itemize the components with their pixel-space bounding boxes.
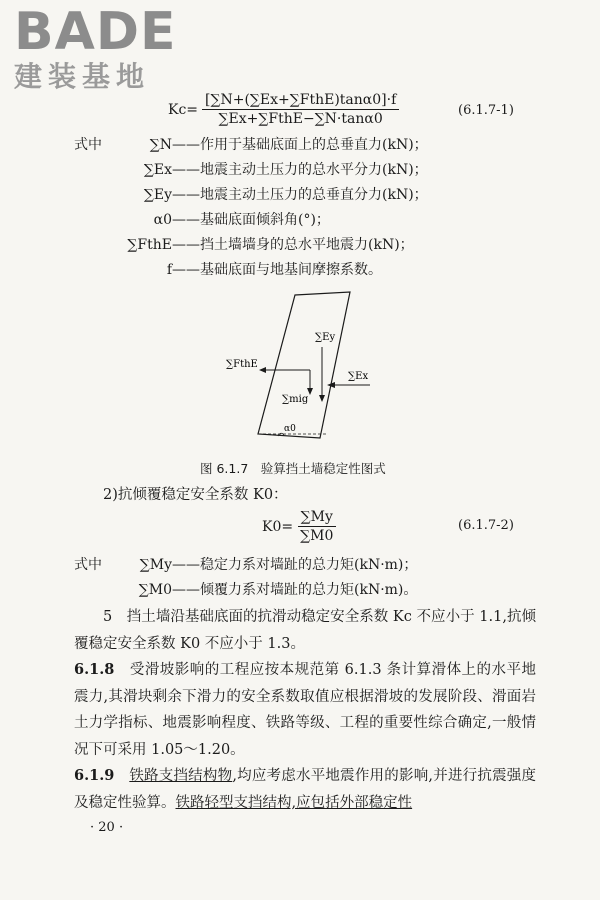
definition-row xyxy=(74,133,428,158)
body-paragraphs xyxy=(74,604,536,816)
label-ex: ∑Ex xyxy=(348,371,369,382)
definitions-k0 xyxy=(74,553,417,603)
formula-k0-lhs: K0= xyxy=(262,518,294,535)
formula-k0 xyxy=(262,509,336,544)
formula-kc-lhs: Kc= xyxy=(168,101,199,118)
definition-row xyxy=(74,233,428,258)
definition-symbol: ∑My xyxy=(139,557,172,573)
definition-lead: 式中 xyxy=(74,137,102,153)
definition-symbol: ∑N xyxy=(149,137,172,153)
label-mig: ∑mig xyxy=(282,394,309,405)
logo-subtitle: 建装基地 xyxy=(14,60,151,93)
definition-row xyxy=(74,183,428,208)
page-number: · 20 · xyxy=(90,820,124,835)
definition-symbol: ∑M0 xyxy=(138,582,172,598)
definition-row xyxy=(74,578,417,603)
paragraph-6-1-9 xyxy=(74,763,536,816)
fthe-arrowhead xyxy=(259,367,266,373)
definition-text: ——稳定力系对墙趾的总力矩(kN·m)； xyxy=(172,557,418,573)
formula-k0-numerator: ∑My xyxy=(298,509,336,527)
clause-number: 6.1.9 xyxy=(74,767,115,784)
logo-text: BADE xyxy=(14,2,177,62)
definition-lead: 式中 xyxy=(74,557,102,573)
definition-text: ——基础底面倾斜角(°)； xyxy=(172,212,330,228)
definitions-kc xyxy=(74,133,428,283)
label-alpha: α0 xyxy=(284,424,296,434)
wall-outline xyxy=(258,292,350,438)
definition-symbol: ∑Ex xyxy=(143,162,172,178)
definition-symbol: α0 xyxy=(153,212,172,228)
label-ey: ∑Ey xyxy=(315,332,336,343)
definition-row xyxy=(74,158,428,183)
definition-text: ——地震主动土压力的总垂直分力(kN)； xyxy=(172,187,428,203)
formula-kc-number: (6.1.7-1) xyxy=(458,103,514,118)
label-fthe: ∑FthE xyxy=(226,359,258,370)
definition-symbol: ∑Ey xyxy=(143,187,172,203)
definition-text: ——倾覆力系对墙趾的总力矩(kN·m)。 xyxy=(172,582,418,598)
definition-symbol: f xyxy=(166,262,172,278)
formula-kc-fraction xyxy=(202,92,399,127)
paragraph-item-5: 5 挡土墙沿基础底面的抗滑动稳定安全系数 Kc 不应小于 1.1,抗倾覆稳定安全系数 K0 不应小于 1.3。 xyxy=(74,609,536,652)
definition-row xyxy=(74,553,417,578)
ey-arrowhead xyxy=(319,395,325,402)
formula-k0-denominator: ∑M0 xyxy=(300,528,334,544)
definition-row xyxy=(74,258,428,283)
formula-kc-denominator: ∑Ex+∑FthE−∑N·tanα0 xyxy=(218,111,383,127)
figure-caption: 图 6.1.7 验算挡土墙稳定性图式 xyxy=(200,461,386,476)
paragraph-6-1-8 xyxy=(74,657,536,763)
definition-text: ——作用于基础底面上的总垂直力(kN)； xyxy=(172,137,428,153)
formula-kc-numerator: [∑N+(∑Ex+∑FthE)tanα0]·f xyxy=(202,92,399,110)
clause-text-underlined: 铁路轻型支挡结构,应包括外部稳定性 xyxy=(175,794,413,811)
definition-row xyxy=(74,208,428,233)
clause-text: 受滑坡影响的工程应按本规范第 6.1.3 条计算滑体上的水平地震力,其滑块剩余下滑力的安全系数取值应根据滑坡的发展阶段、滑面岩土力学指标、地震影响程度、铁路等级、工程的重要性综合确定,一般情况下可采用 1.05～1.20。 xyxy=(74,662,536,758)
subheading-k0: 2)抗倾覆稳定安全系数 K0： xyxy=(103,487,288,503)
clause-text-underlined: 铁路支挡结构物 xyxy=(129,768,233,784)
formula-kc xyxy=(168,92,399,127)
retaining-wall-diagram xyxy=(220,285,400,450)
definition-symbol: ∑FthE xyxy=(127,237,172,253)
formula-k0-fraction xyxy=(297,509,336,544)
formula-k0-number: (6.1.7-2) xyxy=(458,518,514,533)
clause-text: ,均应考虑水平地震作用的影响,并进行抗震强度及稳定性验算。 xyxy=(74,768,537,811)
definition-text: ——挡土墙墙身的总水平地震力(kN)； xyxy=(172,237,414,253)
logo xyxy=(14,2,177,93)
definition-text: ——地震主动土压力的总水平分力(kN)； xyxy=(172,162,428,178)
clause-number: 6.1.8 xyxy=(74,661,115,678)
definition-text: ——基础底面与地基间摩擦系数。 xyxy=(172,262,382,278)
